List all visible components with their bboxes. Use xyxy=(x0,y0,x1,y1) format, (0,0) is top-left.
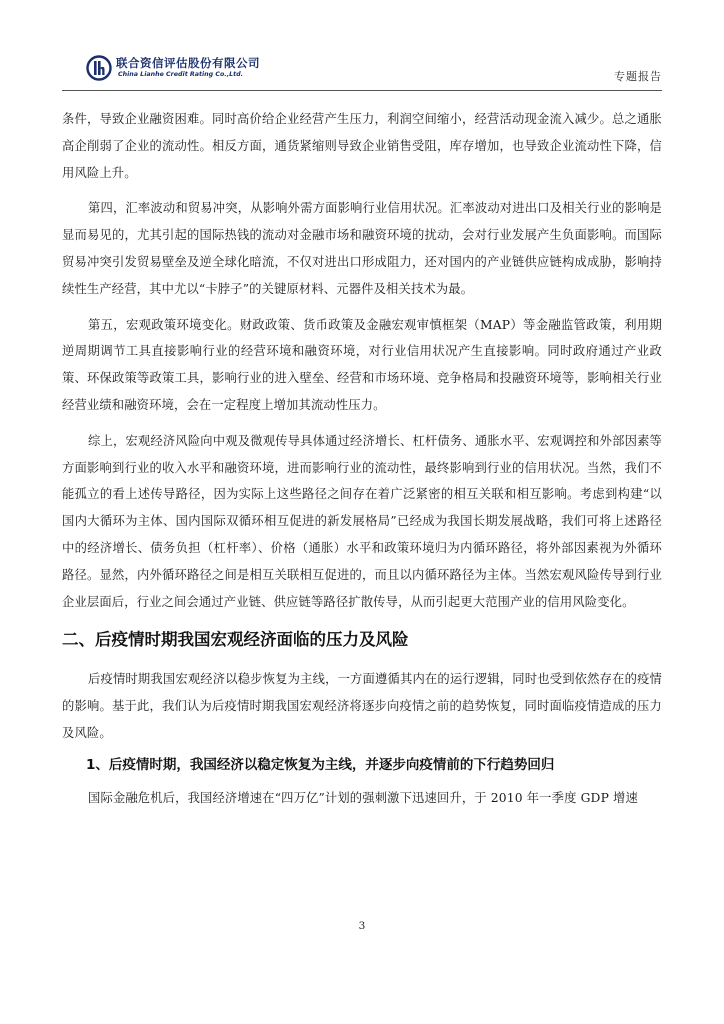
document-body xyxy=(62,106,662,812)
section-heading: 二、后疫情时期我国宏观经济面临的压力及风险 xyxy=(62,630,409,650)
subsection-heading: 1、后疫情时期，我国经济以稳定恢复为主线，并逐步向疫情前的下行趋势回归 xyxy=(86,756,555,773)
company-logo-icon xyxy=(86,55,112,81)
paragraph-financial-crisis: 国际金融危机后，我国经济增速在“四万亿”计划的强刺激下迅速回升，于 2010 年一季度 GDP 增速 xyxy=(88,790,638,805)
page-number: 3 xyxy=(358,920,366,932)
header-divider xyxy=(62,90,662,91)
paragraph-section-intro: 后疫情时期我国宏观经济以稳步恢复为主线，一方面遵循其内在的运行逻辑，同时也受到依然存在的疫情的影响。基于此，我们认为后疫情时期我国宏观经济将逐步向疫情之前的趋势恢复，同时面临疫情造成的压力及风险。 xyxy=(62,672,662,740)
paragraph-exchange-rate: 第四，汇率波动和贸易冲突，从影响外需方面影响行业信用状况。汇率波动对进出口及相关行业的影响是显而易见的，尤其引起的国际热钱的流动对金融市场和融资环境的扰动，会对行业发展产生负面影响。而国际贸易冲突引发贸易壁垒及逆全球化暗流，不仅对进出口形成阻力，还对国内的产业链供应链构成成胁，影响持续性生产经营，其中尤以“卡脖子”的关键原材料、元器件及相关技术为最。 xyxy=(62,201,662,296)
company-name-cn: 联合资信评估股份有限公司 xyxy=(116,56,260,70)
report-type-label: 专题报告 xyxy=(614,70,662,83)
paragraph-policy: 第五，宏观政策环境变化。财政政策、货币政策及金融宏观审慎框架（MAP）等金融监管政策，利用期逆周期调节工具直接影响行业的经营环境和融资环境，对行业信用状况产生直接影响。同时政府通过产业政策、环保政策等政策工具，影响行业的进入壁垒、经营和市场环境、竞争格局和投融资环境等，影响相关行业经营业绩和融资环境，会在一定程度上增加其流动性压力。 xyxy=(62,317,662,412)
company-name-en: China Lianhe Credit Rating Co.,Ltd. xyxy=(118,71,244,78)
page-header xyxy=(86,52,662,90)
paragraph-summary: 综上，宏观经济风险向中观及微观传导具体通过经济增长、杠杆债务、通胀水平、宏观调控和外部因素等方面影响到行业的收入水平和融资环境，进而影响行业的流动性，最终影响到行业的信用状况。当然，我们不能孤立的看上述传导路径，因为实际上这些路径之间存在着广泛紧密的相互关联和相互影响。考虑到构建“以国内大循环为主体、国内国际双循环相互促进的新发展格局”已经成为我国长期发展战略，我们可将上述路径中的经济增长、债务负担（杠杆率）、价格（通胀）水平和政策环境归为内循环路径，将外部因素视为外循环路径。显然，内外循环路径之间是相互关联相互促进的，而且以内循环路径为主体。当然宏观风险传导到行业企业层面后，行业之间会通过产业链、供应链等路径扩散传导，从而引起更大范围产业的信用风险变化。 xyxy=(62,433,662,609)
paragraph-continuation: 条件，导致企业融资困难。同时高价给企业经营产生压力，利润空间缩小，经营活动现金流入减少。总之通胀高企削弱了企业的流动性。相反方面，通货紧缩则导致企业销售受阻，库存增加，也导致企业流动性下降，信用风险上升。 xyxy=(62,112,662,180)
